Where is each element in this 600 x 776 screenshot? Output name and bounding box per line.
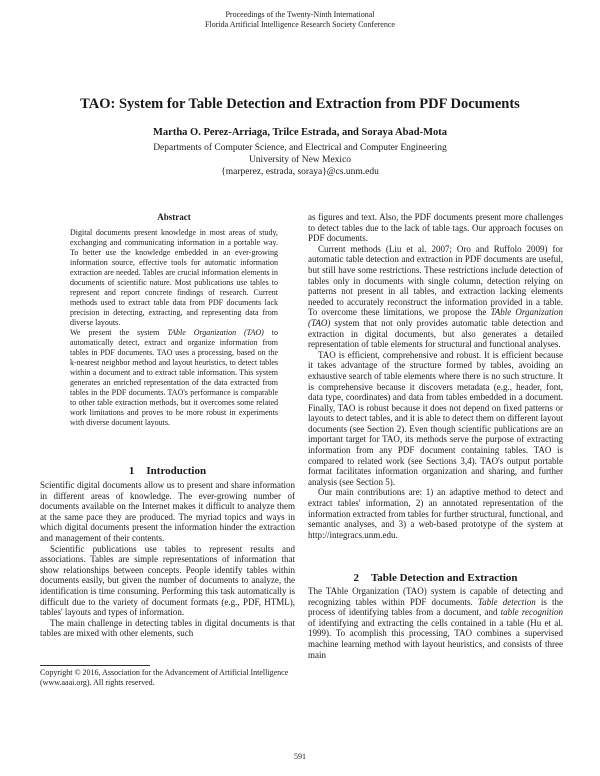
section-1-title: Introduction (146, 465, 207, 477)
abstract-heading: Abstract (157, 212, 191, 222)
intro-paragraph-1: Scientific digital documents allow us to present and share information in different areas of knowledge. The ever-growing number of documents available on the Internet makes it difficult to analyze them at the same pace they are produced. The myriad topics and ways in which digital documents present the information hinder the extraction and management of their contents. (40, 480, 295, 543)
col2-continuation: as figures and text. Also, the PDF documents present more challenges to detect tables due to the lack of table tags. Our approach focuses on PDF documents. (308, 212, 563, 244)
s2-text-b: is the process of identifying tables from a document, and (308, 596, 563, 618)
s2-emphasis-detection: Table detection (477, 596, 536, 607)
section-1-number: 1 (128, 465, 135, 477)
intro-paragraph-3: The main challenge in detecting tables in digital documents is that tables are mixed with other elements, such (40, 617, 295, 639)
current-methods-text-rest: system that not only provides automatic table detection and extraction in digital documents, but also generates a detailed representation of table elements for structural and functional analyses. (308, 317, 563, 350)
s2-text-a: The TAble Organization (TAO) system is capable of detecting and recognizing tables within PDF documents. (308, 586, 563, 607)
s2-emphasis-recognition: table recognition (500, 607, 564, 618)
col2-contributions: Our main contributions are: 1) an adaptive method to detect and extract tables' information, 2) an annotated representation of the information extracted from tables for further structural, functional, and semantic analyses, and 3) a web-based prototype of the system at http://integracs.unm.edu. (308, 487, 563, 540)
paper-title: TAO: System for Table Detection and Extraction from PDF Documents (80, 96, 520, 112)
section-2-title: Table Detection and Extraction (370, 572, 518, 584)
section-2-heading (308, 572, 563, 584)
author-emails: {marperez, estrada, soraya}@cs.unm.edu (221, 167, 379, 177)
column-2-body (308, 212, 563, 540)
col2-tao-paragraph: TAO is efficient, comprehensive and robust. It is efficient because it takes advantage of the structure formed by tables, avoiding an exhaustive search of table elements where there is no such structure. It is comprehensive because it discovers metadata (e.g., header, font, data type, coordinates) and data from tables embedded in a document. Finally, TAO is robust because it does not depend on fixed patterns or layouts to detect tables, and it is able to detect them on different layout documents (see Section 2). Even though scientific publications are an important target for TAO, its methods serve the purpose of extracting information from any PDF document containing tables. TAO is compared to related work (see Sections 3,4). TAO's output portable format facilitates information organization and sharing, and further analysis (see Section 5). (308, 349, 563, 487)
col2-current-methods (308, 244, 563, 350)
current-methods-text: Current methods (Liu et al. 2007; Oro and Ruffolo 2009) for automatic table detection and extraction in PDF documents are useful, but still have some restrictions. These restrictions include detection of tables only in documents with single column, detection relying on patterns not present in all tables, and extraction lacking elements needed to accurately reconstruct the information provided in a table. To overcome these limitations, we propose the (308, 243, 563, 318)
s2-text-c: of identifying and extracting the cells contained in a table (Hu et al. 1999). To acomplish this processing, TAO combines a supervised machine learning method with layout heuristics, and consists of three main (308, 617, 563, 660)
paper-authors: Martha O. Perez-Arriaga, Trilce Estrada, and Soraya Abad-Mota (153, 127, 447, 138)
section-2-body (308, 586, 563, 660)
abstract-p2-emphasis: TAble Organization (TAO) (167, 328, 264, 337)
affiliation-university: University of New Mexico (248, 155, 352, 165)
intro-paragraph-2: Scientific publications use tables to represent results and associations. Tables are simple representations of information that show relationships between concepts. People identify tables within documents easily, but given the number of documents to analyze, the identification is time consuming. Performing this task automatically is difficult due to the variety of document formats (e.g., PDF, HTML), tables' layouts and types of information. (40, 543, 295, 618)
proceedings-header (0, 10, 600, 30)
affiliation-departments: Departments of Computer Science, and Electrical and Computer Engineering (153, 143, 447, 153)
section-1-heading (40, 465, 295, 477)
affiliation (0, 142, 600, 178)
section-2-number: 2 (353, 572, 359, 584)
copyright-notice: Copyright © 2016, Association for the Advancement of Artificial Intelligence (www.aaai.org). All rights reserved. (40, 668, 289, 687)
section-2-paragraph-1 (308, 586, 563, 660)
abstract-p2-text-rest: to automatically detect, extract and organize information from tables in PDF documents. TAO uses a processing, based on the k-nearest neighbor method and layout heuristics, to detect tables within a document and to extract table information. This system generates an enriched representation of the data extracted from tables in the PDF documents. TAO's performance is comparable to other table extraction methods, but it overcomes some related work limitations and proves to be more robust in experiments with diverse document layouts. (70, 328, 278, 427)
section-1-body (40, 480, 295, 639)
proceedings-line-1: Proceedings of the Twenty-Ninth International (225, 10, 375, 19)
page-number: 591 (294, 752, 306, 761)
abstract-body (70, 228, 278, 428)
abstract-p2-text: We present the system (70, 328, 168, 337)
current-methods-emphasis: TAble Organization (TAO) (308, 307, 563, 328)
abstract-paragraph-1: Digital documents present knowledge in most areas of study, exchanging and communicating information in a portable way. To better use the knowledge embedded in an ever-growing information source, effective tools for automatic information extraction are needed. Tables are crucial information elements in documents of scientific nature. Most publications use tables to represent and report concrete findings of research. Current methods used to extract table data from PDF documents lack precision in detecting, extracting, and representing data from diverse layouts. (70, 228, 278, 327)
footnote-rule (40, 665, 150, 666)
proceedings-line-2: Florida Artificial Intelligence Research Society Conference (205, 20, 395, 29)
abstract-paragraph-2 (70, 328, 278, 428)
